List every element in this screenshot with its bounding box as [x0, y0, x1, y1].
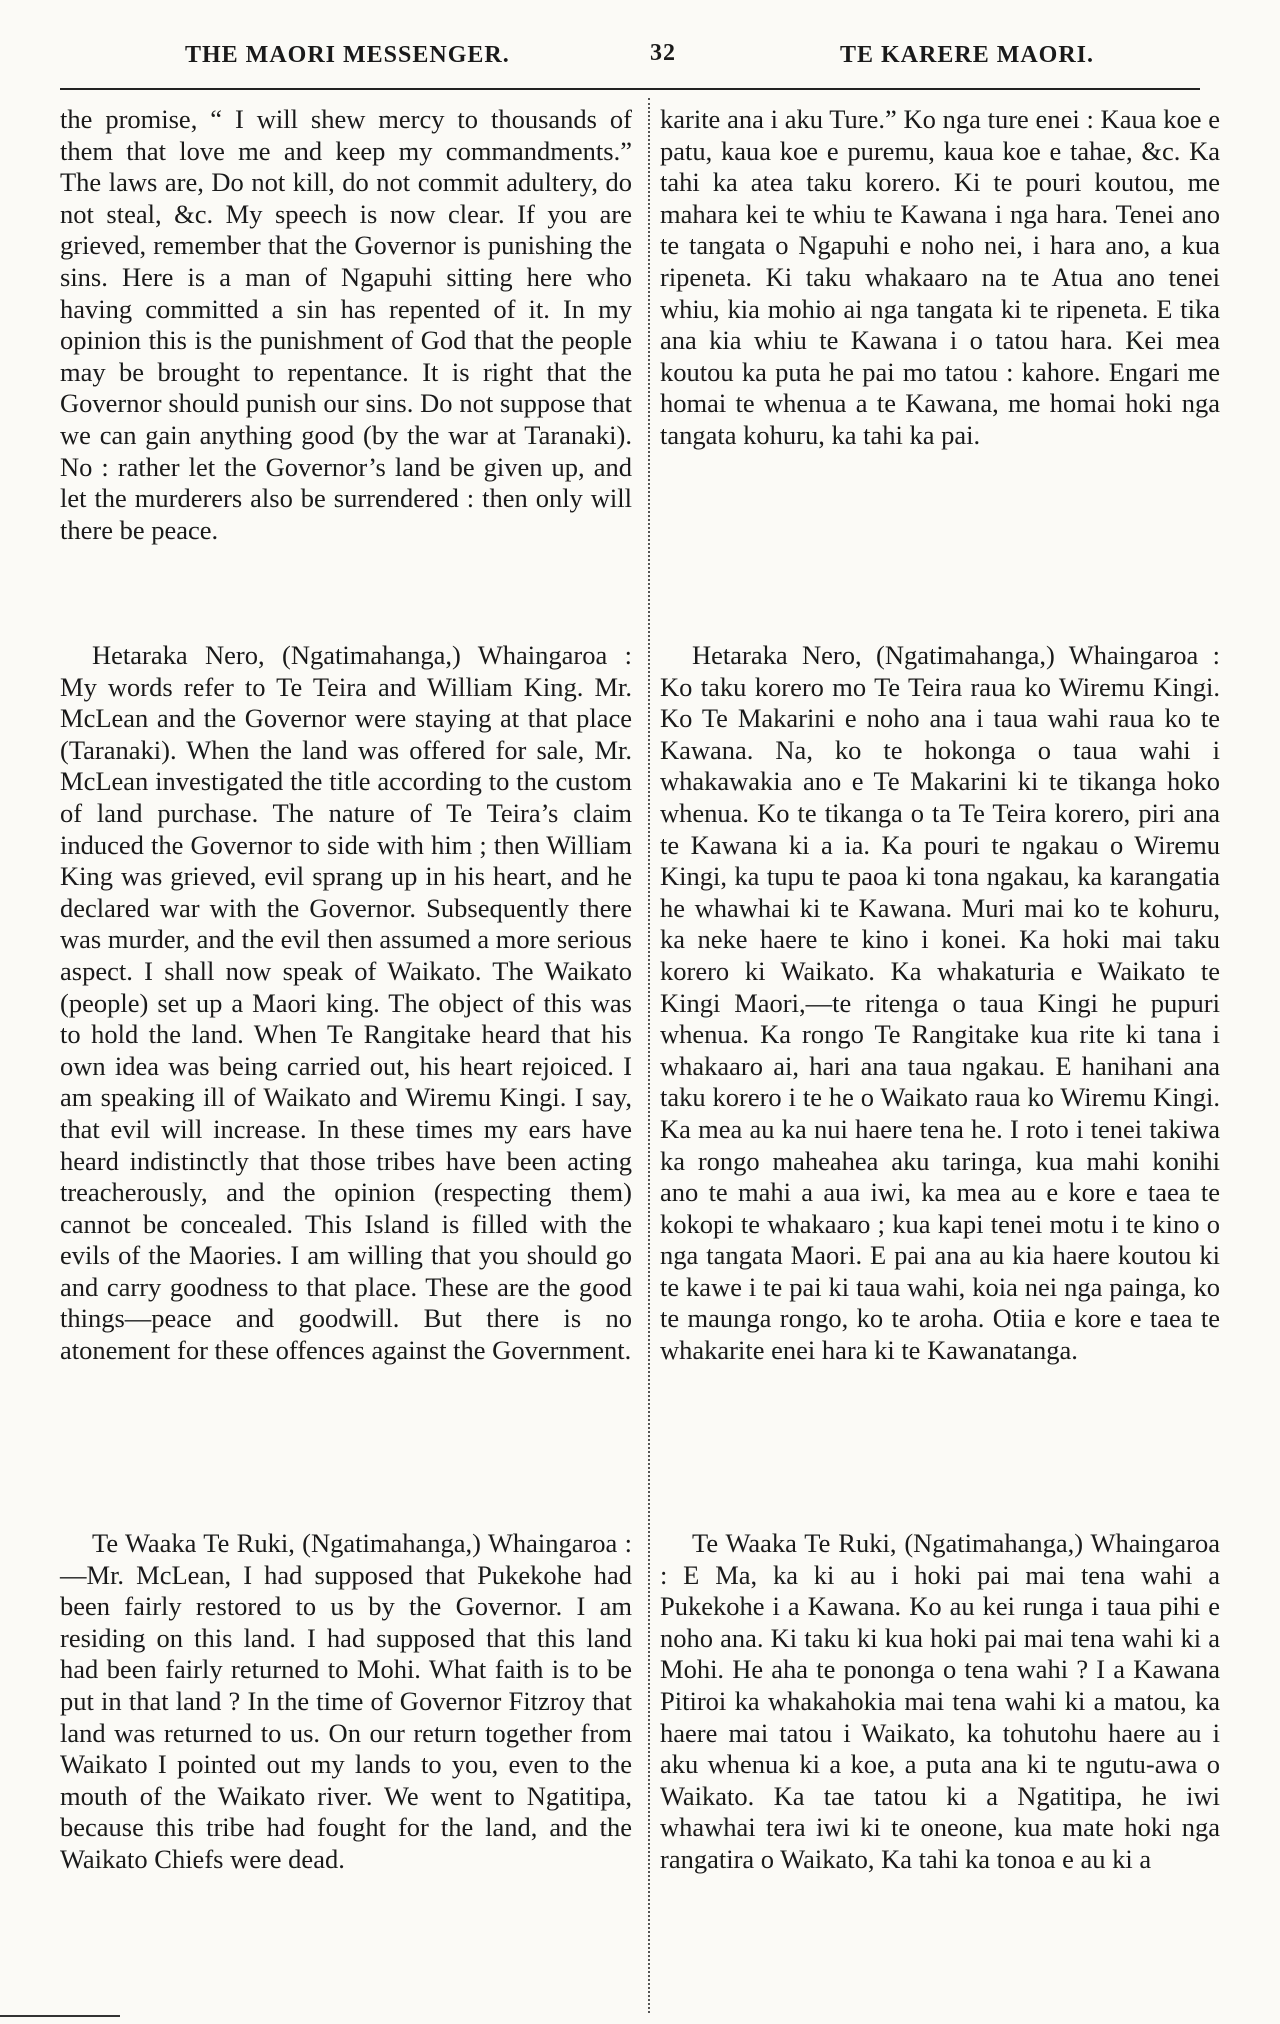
english-column — [60, 104, 632, 546]
english-paragraph-hetaraka: Hetaraka Nero, (Ngatimahanga,) Whaingaroa : My words refer to Te Teira and William King. Mr. McLean and the Governor were staying at that place (Taranaki). When the land was offered for sale, Mr. McLean investigated the title according to the custom of land purchase. The nature of Te Teira’s claim induced the Governor to side with him ; then William King was grieved, evil sprang up in his heart, and he declared war with the Governor. Subsequently there was murder, and the evil then assumed a more serious aspect. I shall now speak of Waikato. The Waikato (people) set up a Maori king. The object of this was to hold the land. When Te Rangitake heard that his own idea was being carried out, his heart rejoiced. I am speaking ill of Waikato and Wiremu Kingi. I say, that evil will increase. In these times my ears have heard indistinctly that those tribes have been acting treacherously, and the opinion (respecting them) cannot be concealed. This Island is filled with the evils of the Maories. I am willing that you should go and carry goodness to that place. These are the good things—peace and goodwill. But there is no atonement for these offences against the Government. — [60, 640, 632, 1366]
english-column-waaka — [60, 1528, 632, 1876]
maori-column-hetaraka — [660, 640, 1220, 1367]
english-title: THE MAORI MESSENGER. — [185, 42, 510, 68]
column-divider — [648, 98, 650, 2013]
maori-paragraph-waaka: Te Waaka Te Ruki, (Ngatimahanga,) Whaingaroa : E Ma, ka ki au i hoki pai mai tena wahi a Pukekohe i a Kawana. Ko au kei runga i taua pihi e noho ana. Ki taku ki kua hoki pai mai tena wahi ki a Mohi. He aha te pononga o tena wahi ? I a Kawana Pitiroi ka whakahokia mai tena wahi ki a matou, ka haere mai tatou i Waikato, ka tohutohu haere au i aku whenua ki a koe, a puta ana ki te ngutu-awa o Waikato. Ka tae tatou ki a Ngatitipa, he iwi whawhai tera iwi ki te oneone, kua mate hoki nga rangatira o Waikato, Ka tahi ka tonoa e au ki a — [660, 1528, 1220, 1874]
maori-column — [660, 104, 1220, 452]
english-column-hetaraka — [60, 640, 632, 1367]
header-rule — [60, 88, 1200, 90]
english-paragraph-continuation: the promise, “ I will shew mercy to thousands of them that love me and keep my commandments.” The laws are, Do not kill, do not commit adultery, do not steal, &c. My speech is now clear. If you are grieved, remember that the Governor is punishing the sins. Here is a man of Ngapuhi sitting here who having committed a sin has repented of it. In my opinion this is the punishment of God that the people may be brought to repentance. It is right that the Governor should punish our sins. Do not suppose that we can gain anything good (by the war at Taranaki). No : rather let the Governor’s land be given up, and let the murderers also be surrendered : then only will there be peace. — [60, 104, 632, 545]
maori-title: TE KARERE MAORI. — [840, 42, 1095, 68]
maori-paragraph-continuation: karite ana i aku Ture.” Ko nga ture enei : Kaua koe e patu, kaua koe e puremu, kaua koe e tahae, &c. Ka tahi ka atea taku korero. Ki te pouri koutou, me mahara kei te whiu te Kawana i nga hara. Tenei ano te tangata o Ngapuhi e noho nei, i hara ano, a kua ripeneta. Ki taku whakaaro na te Atua ano tenei whiu, kia mohio ai nga tangata ki te ripeneta. E tika ana kia whiu te Kawana i o tatou hara. Kei mea koutou ka puta he pai mo tatou : kahore. Engari me homai te whenua a te Kawana, me homai hoki nga tangata kohuru, ka tahi ka pai. — [660, 104, 1220, 450]
page-header — [60, 40, 1240, 80]
footer-rule — [0, 2015, 120, 2017]
maori-column-waaka — [660, 1528, 1220, 1876]
english-paragraph-waaka: Te Waaka Te Ruki, (Ngatimahanga,) Whaingaroa :—Mr. McLean, I had supposed that Pukekohe had been fairly restored to us by the Governor. I am residing on this land. I had supposed that this land had been fairly returned to Mohi. What faith is to be put in that land ? In the time of Governor Fitzroy that land was returned to us. On our return together from Waikato I pointed out my lands to you, even to the mouth of the Waikato river. We went to Ngatitipa, because this tribe had fought for the land, and the Waikato Chiefs were dead. — [60, 1528, 632, 1874]
maori-paragraph-hetaraka: Hetaraka Nero, (Ngatimahanga,) Whaingaroa : Ko taku korero mo Te Teira raua ko Wiremu Kingi. Ko Te Makarini e noho ana i taua wahi raua ko te Kawana. Na, ko te hokonga o taua wahi i whakawakia ano e Te Makarini ki te tikanga hoko whenua. Ko te tikanga o ta Te Teira korero, piri ana te Kawana ki a ia. Ka pouri te ngakau o Wiremu Kingi, ka tupu te paoa ki tona ngakau, ka karangatia he whawhai ki te Kawana. Muri mai ko te kohuru, ka neke haere te kino i konei. Ka hoki mai taku korero ki Waikato. Ka whakaturia e Waikato te Kingi Maori,—te ritenga o taua Kingi he pupuri whenua. Ka rongo Te Rangitake kua rite ki tana i whakaaro ai, hari ana taua ngakau. E hanihani ana taku korero i te he o Waikato raua ko Wiremu Kingi. Ka mea au ka nui haere tena he. I roto i tenei takiwa ka rongo maheahea aku taringa, kua mahi konihi ano te mahi a aua iwi, ka mea au e kore e taea te kokopi te whakaaro ; kua kapi tenei motu i te kino o nga tangata Maori. E pai ana au kia haere koutou ki te kawe i te pai ki taua wahi, koia nei nga painga, ko te maunga rongo, ko te aroha. Otiia e kore e taea te whakarite enei hara ki te Kawanatanga. — [660, 640, 1220, 1366]
page-number: 32 — [650, 40, 676, 66]
